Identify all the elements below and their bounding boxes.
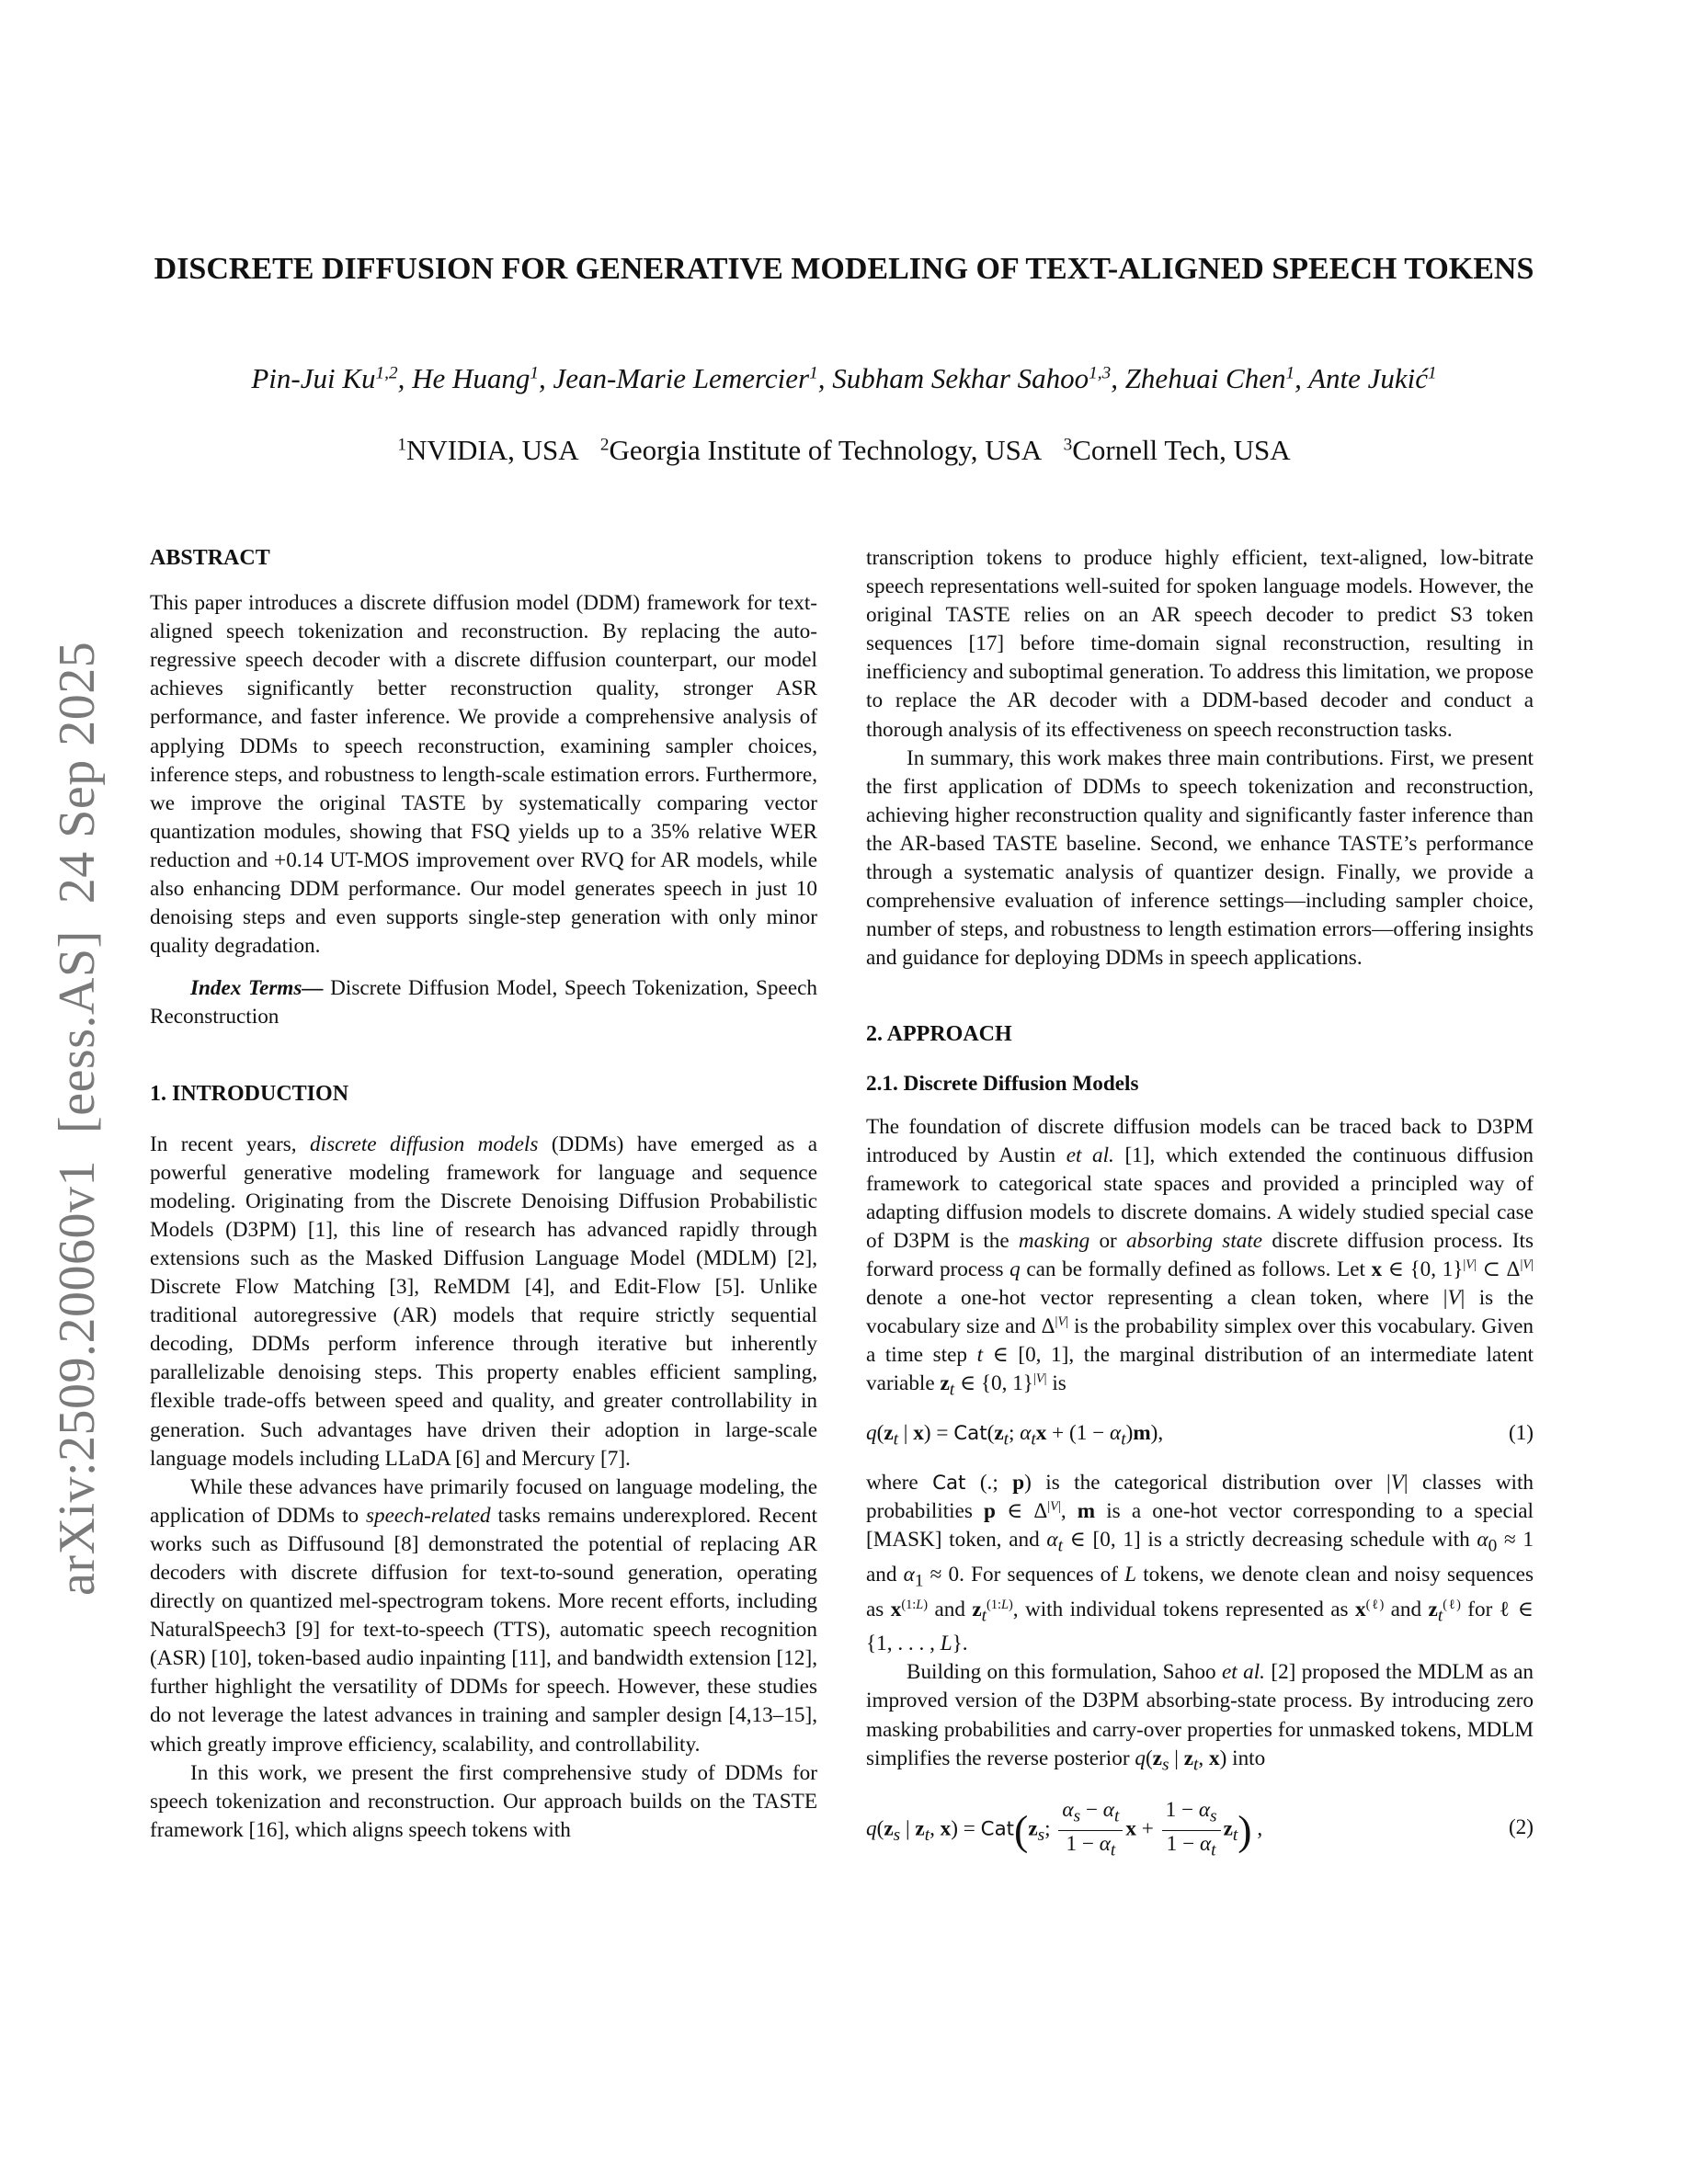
affiliation: $^1$NVIDIA, USA [397, 434, 579, 466]
author: Jean-Marie Lemercier$^1$ [553, 362, 818, 394]
paper-title: DISCRETE DIFFUSION FOR GENERATIVE MODELING OF TEXT-ALIGNED SPEECH TOKENS [154, 252, 1534, 286]
author: Ante Jukić$^1$ [1308, 362, 1437, 394]
author: Pin-Jui Ku$^{1,2}$ [251, 362, 398, 394]
intro-paragraph-1: In recent years, discrete diffusion models (DDMs) have emerged as a powerful generative modeling framework for language and sequence modeling. Originating from the Discrete Denoising Diffusion Probabilistic Models (D3PM) [1], this line of research has advanced rapidly through extensions such as the Masked Diffusion Language Model (MDLM) [2], Discrete Flow Matching [3], ReMDM [4], and Edit-Flow [5]. Unlike traditional autoregressive (AR) models that require strictly sequential decoding, DDMs perform inference through iterative but inherently parallelizable denoising steps. This property enables efficient sampling, flexible trade-offs between speed and quality, and greater controllability in generation. Such advantages have driven their adoption in large-scale language models including LLaDA [6] and Mercury [7]. [150, 1132, 817, 1471]
equation-number: (2) [1508, 1815, 1534, 1840]
equation-number: (1) [1508, 1421, 1534, 1446]
author: He Huang$^1$ [412, 362, 539, 394]
left-column [150, 544, 817, 1845]
affiliation: $^2$Georgia Institute of Technology, USA [599, 434, 1043, 466]
right-column [866, 544, 1534, 1864]
affiliation: $^3$Cornell Tech, USA [1063, 434, 1291, 466]
equation-2: $q(z_s$ | $z_t$, $x) = Cat(z_s$; $\frac{\alpha_s - \alpha_t}{1 - \alpha_t}$ x + $\frac{1 - \alpha_s}{1 - \alpha_t}$ $z_t$) , (2) [866, 1798, 1534, 1860]
approach-heading: 2. APPROACH [866, 1022, 1012, 1047]
subsection-heading: 2.1. Discrete Diffusion Models [866, 1071, 1139, 1096]
author: Zhehuai Chen$^1$ [1124, 362, 1295, 394]
equation-1: $q(z_t$ | $x) = Cat(z_t$; $\alpha_tx + (1 - \alpha_t)m$), (1) [866, 1421, 1534, 1450]
author: Subham Sekhar Sahoo$^{1,3}$ [832, 362, 1112, 394]
arxiv-identifier-stamp: arXiv:2509.20060v1 [eess.AS] 24 Sep 2025 [49, 641, 106, 1596]
author-list: Pin-Jui Ku$^{1,2}$, He Huang$^1$, Jean-Marie Lemercier$^1$, Subham Sekhar Sahoo$^{1,3}$, Zhehuai Chen$^1$, Ante Jukić$^1$ [251, 362, 1437, 394]
approach-paragraph-2: where Cat (.; p) is the categorical distribution over |V| classes with probabilities p ∈ $\Delta^{|V|}$, m is a one-hot vector corresponding to a special [MASK] token, and $\alpha_t$ ∈ [0, 1] is a strictly decreasing schedule with $\alpha_0 \approx 1$ and $\alpha_1 \approx 0$. For sequences of L tokens, we denote clean and noisy sequences as $x^{(1:L)}$ and $z_t^{(1:L)}$, with individual tokens represented as $x^{(\ell)}$ and $z_t^{(\ell)}$ for ℓ ∈ {1, . . . , L}. [866, 1470, 1534, 1656]
approach-paragraph-3: Building on this formulation, Sahoo et al. [2] proposed the MDLM as an improved version of the D3PM absorbing-state process. By introducing zero masking probabilities and carry-over properties for unmasked tokens, MDLM simplifies the reverse posterior $q(z_s$ | $z_t$, x) into [866, 1660, 1534, 1775]
intro-paragraph-4: transcription tokens to produce highly efficient, text-aligned, low-bitrate speech representations well-suited for spoken language models. However, the original TASTE relies on an AR speech decoder to predict S3 token sequences [17] before time-domain signal reconstruction, resulting in inefficiency and suboptimal generation. To address this limitation, we propose to replace the AR decoder with a DDM-based decoder and conduct a thorough analysis of its effectiveness on speech reconstruction tasks. [866, 546, 1534, 742]
affiliation-list [110, 432, 1578, 469]
approach-paragraph-1: The foundation of discrete diffusion models can be traced back to D3PM introduced by Austin et al. [1], which extended the continuous diffusion framework to categorical state spaces and provided a principled way of adapting diffusion models to discrete domains. A widely studied special case of D3PM is the masking or absorbing state discrete diffusion process. Its forward process q can be formally defined as follows. Let x ∈ {0, 1}$^{|V|}$ ⊂ $\Delta^{|V|}$ denote a one-hot vector representing a clean token, where |V| is the vocabulary size and $\Delta^{|V|}$ is the probability simplex over this vocabulary. Given a time step t ∈ [0, 1], the marginal distribution of an intermediate latent variable $z_t$ ∈ {0, 1}$^{|V|}$ is [866, 1114, 1534, 1401]
index-terms: Index Terms— Discrete Diffusion Model, Speech Tokenization, Speech Reconstruction [150, 976, 817, 1029]
introduction-heading: 1. INTRODUCTION [150, 1081, 349, 1106]
intro-paragraph-2: While these advances have primarily focused on language modeling, the application of DDMs to speech-related tasks remains underexplored. Recent works such as Diffusound [8] demonstrated the potential of replacing AR decoders with discrete diffusion for text-to-sound generation, operating directly on quantized mel-spectrogram tokens. More recent efforts, including NaturalSpeech3 [9] for text-to-speech (TTS), automatic speech recognition (ASR) [10], token-based audio inpainting [11], and bandwidth extension [12], further highlight the versatility of DDMs for speech. However, these studies do not leverage the latest advances in training and sampler design [4,13–15], which greatly improve efficiency, scalability, and controllability. [150, 1474, 817, 1757]
intro-paragraph-3: In this work, we present the first comprehensive study of DDMs for speech tokenization and reconstruction. Our approach builds on the TASTE framework [16], which aligns speech tokens with [150, 1760, 817, 1842]
abstract-text: This paper introduces a discrete diffusion model (DDM) framework for text-aligned speech tokenization and reconstruction. By replacing the auto-regressive speech decoder with a discrete diffusion counterpart, our model achieves significantly better reconstruction quality, stronger ASR performance, and faster inference. We provide a comprehensive analysis of applying DDMs to speech reconstruction, examining sampler choices, inference steps, and robustness to length-scale estimation errors. Furthermore, we improve the original TASTE by systematically comparing vector quantization modules, showing that FSQ yields up to a 35% relative WER reduction and +0.14 UT-MOS improvement over RVQ for AR models, while also enhancing DDM performance. Our model generates speech in just 10 denoising steps and even supports single-step generation with only minor quality degradation. [150, 591, 817, 959]
abstract-heading: ABSTRACT [150, 546, 270, 570]
intro-paragraph-5: In summary, this work makes three main contributions. First, we present the first application of DDMs to speech tokenization and reconstruction, achieving higher reconstruction quality and significantly faster inference than the AR-based TASTE baseline. Second, we enhance TASTE’s performance through a systematic analysis of quantizer design. Finally, we provide a comprehensive evaluation of inference settings—including sampler choice, number of steps, and robustness to length estimation errors—offering insights and guidance for deploying DDMs in speech applications. [866, 745, 1534, 971]
